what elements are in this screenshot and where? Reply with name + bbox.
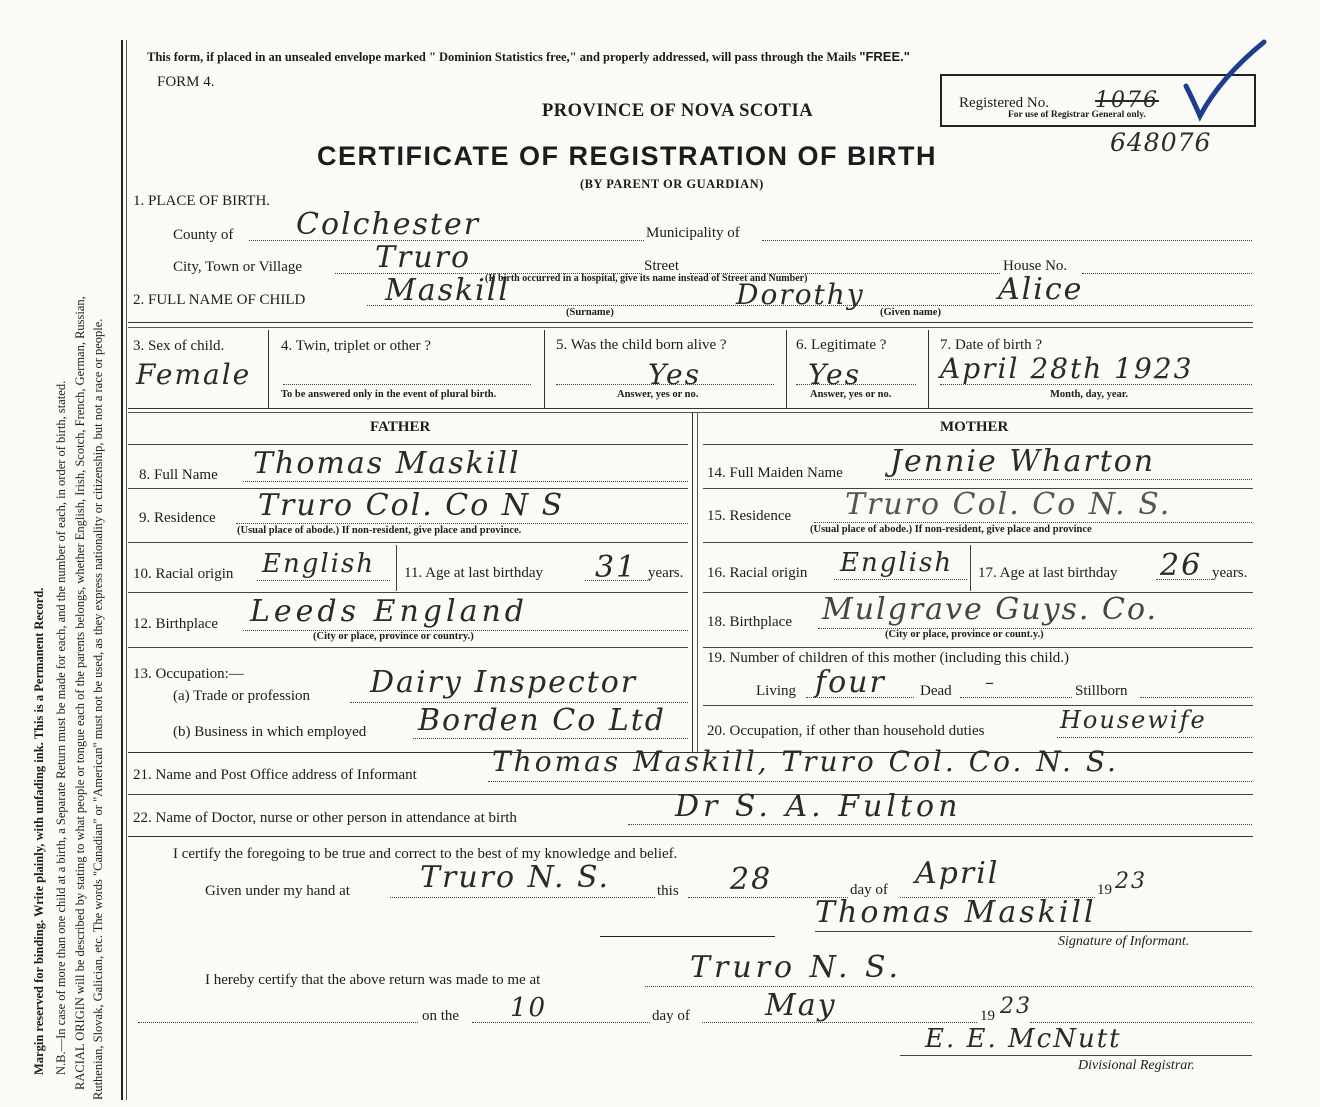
given-label: Given under my hand at — [205, 883, 350, 899]
born-alive-note: Answer, yes or no. — [617, 389, 699, 400]
check-mark-icon — [1180, 38, 1270, 123]
doctor-value: Dr S. A. Fulton — [675, 789, 962, 824]
given-name-note: (Given name) — [880, 307, 941, 318]
legitimate-note: Answer, yes or no. — [810, 389, 892, 400]
mother-living-value: four — [815, 665, 886, 700]
father-residence-label: 9. Residence — [139, 510, 216, 526]
registered-label: Registered No. — [959, 95, 1049, 111]
mother-birthplace-value: Mulgrave Guys. Co. — [822, 592, 1159, 627]
father-name-value: Thomas Maskill — [253, 446, 521, 481]
margin-note-nb: N.B.—In case of more than one child at a birth, a Separate Return must be made for each, and the number of each, in order of birth, stated. — [54, 380, 68, 1075]
registered-value: 1076 — [1095, 88, 1159, 113]
father-trade-value: Dairy Inspector — [370, 665, 638, 700]
mother-residence-label: 15. Residence — [707, 508, 792, 524]
father-name-label: 8. Full Name — [139, 467, 218, 483]
mother-heading: MOTHER — [940, 419, 1009, 435]
father-birthplace-value: Leeds England — [250, 594, 528, 629]
mother-dead-label: Dead — [920, 683, 952, 699]
registrar-signature: E. E. McNutt — [925, 1024, 1122, 1054]
father-business-label: (b) Business in which employed — [173, 724, 367, 740]
mother-age-label: 17. Age at last birthday — [978, 565, 1118, 581]
date-of-birth-value: April 28th 1923 — [940, 352, 1194, 385]
given-year-prefix: 19 — [1097, 882, 1112, 898]
mother-living-label: Living — [756, 683, 796, 699]
registrar-on-label: on the — [422, 1008, 460, 1024]
given-place-value: Truro N. S. — [420, 860, 611, 895]
father-racial-value: English — [262, 549, 376, 579]
binding-margin-line-2 — [126, 40, 127, 1100]
child-surname: Maskill — [385, 273, 510, 308]
mother-residence-note: (Usual place of abode.) If non-resident, give place and province — [810, 524, 1092, 535]
given-day-value: 28 — [730, 862, 773, 897]
this-label: this — [657, 883, 679, 899]
child-given-name-2: Alice — [998, 272, 1084, 307]
father-residence-value: Truro Col. Co N S — [258, 488, 565, 523]
mother-occupation-label: 20. Occupation, if other than household duties — [707, 723, 985, 739]
margin-note-binding: Margin reserved for binding. Write plainly, with unfading ink. This is a Permanent Record. — [32, 587, 46, 1075]
legitimate-label: 6. Legitimate ? — [796, 337, 887, 353]
mother-dead-value: – — [985, 672, 996, 693]
father-heading: FATHER — [370, 419, 431, 435]
born-alive-label: 5. Was the child born alive ? — [556, 337, 727, 353]
informant-signature: Thomas Maskill — [815, 895, 1097, 930]
registrar-signature-label: Divisional Registrar. — [1078, 1058, 1195, 1073]
form-number: FORM 4. — [157, 74, 215, 90]
date-of-birth-note: Month, day, year. — [1050, 389, 1129, 400]
registrar-year-value: 23 — [1000, 994, 1032, 1019]
registrar-text: I hereby certify that the above return was made to me at — [205, 972, 541, 988]
binding-margin-line — [121, 40, 123, 1100]
registrar-month-value: May — [765, 988, 837, 1023]
registrar-day-value: 10 — [510, 993, 548, 1023]
province-title: PROVINCE OF NOVA SCOTIA — [542, 101, 814, 121]
postal-note: This form, if placed in an unsealed envelope marked " Dominion Statistics free," and properly addressed, will pass through the Mails "FREE." — [147, 49, 910, 64]
mother-birthplace-note: (City or place, province or count.y.) — [885, 629, 1044, 640]
given-day-of-label: day of — [850, 882, 888, 898]
mother-racial-label: 16. Racial origin — [707, 565, 808, 581]
mother-residence-value: Truro Col. Co N. S. — [845, 487, 1172, 522]
street-label: Street — [644, 258, 679, 274]
registrar-place-value: Truro N. S. — [690, 950, 903, 985]
given-year-value: 23 — [1115, 869, 1147, 894]
registrar-year-prefix: 19 — [980, 1008, 995, 1024]
father-residence-note: (Usual place of abode.) If non-resident, give place and province. — [237, 525, 522, 536]
city-label: City, Town or Village — [173, 259, 303, 275]
doctor-label: 22. Name of Doctor, nurse or other person in attendance at birth — [133, 810, 517, 826]
twin-label: 4. Twin, triplet or other ? — [281, 338, 431, 354]
father-birthplace-note: (City or place, province or country.) — [313, 631, 474, 642]
child-given-name-1: Dorothy — [736, 278, 865, 311]
father-age-label: 11. Age at last birthday — [404, 565, 543, 581]
mother-racial-value: English — [840, 548, 954, 578]
surname-note: (Surname) — [566, 307, 614, 318]
registrar-day-of-label: day of — [652, 1008, 690, 1024]
mother-stillborn-label: Stillborn — [1075, 683, 1128, 699]
mother-name-label: 14. Full Maiden Name — [707, 465, 843, 481]
mother-birthplace-label: 18. Birthplace — [707, 614, 792, 630]
sex-value: Female — [136, 358, 252, 391]
registration-number: 648076 — [1110, 128, 1212, 157]
registered-note: For use of Registrar General only. — [1008, 110, 1146, 120]
county-value: Colchester — [296, 207, 481, 242]
father-racial-label: 10. Racial origin — [133, 566, 234, 582]
mother-occupation-value: Housewife — [1060, 706, 1207, 734]
father-age-value: 31 — [595, 550, 638, 585]
certify-text: I certify the foregoing to be true and correct to the best of my knowledge and belief. — [173, 846, 678, 862]
mother-years: years. — [1212, 565, 1248, 581]
informant-label: 21. Name and Post Office address of Informant — [133, 767, 417, 783]
date-of-birth-label: 7. Date of birth ? — [940, 337, 1043, 353]
margin-note-racial-origin: RACIAL ORIGIN will be described by stating to what people or tongue each of the parents belongs, whether English, Irish, Scotch, French, German, Russian, — [73, 296, 87, 1090]
informant-signature-label: Signature of Informant. — [1058, 934, 1190, 949]
given-month-value: April — [915, 856, 1000, 891]
child-name-label: 2. FULL NAME OF CHILD — [133, 292, 306, 308]
father-occupation-label: 13. Occupation:— — [133, 666, 244, 682]
municipality-label: Municipality of — [646, 225, 740, 241]
certificate-title: CERTIFICATE OF REGISTRATION OF BIRTH — [317, 141, 937, 171]
certificate-subtitle: (BY PARENT OR GUARDIAN) — [580, 177, 764, 191]
born-alive-value: Yes — [648, 358, 701, 391]
house-number-label: House No. — [1003, 258, 1068, 274]
father-trade-label: (a) Trade or profession — [173, 688, 311, 704]
legitimate-value: Yes — [808, 358, 861, 391]
margin-note-racial-origin-2: Ruthenian, Slovak, Galician, etc. The words "Canadian" or "American" must not be used, as they express nationality or citizenship, but not a race or people. — [91, 318, 105, 1100]
hospital-note: (If birth occurred in a hospital, give its name instead of Street and Number) — [485, 273, 808, 284]
mother-age-value: 26 — [1160, 548, 1203, 583]
mother-name-value: Jennie Wharton — [890, 444, 1156, 479]
sex-label: 3. Sex of child. — [133, 338, 225, 354]
mother-children-label: 19. Number of children of this mother (including this child.) — [707, 650, 1070, 666]
father-birthplace-label: 12. Birthplace — [133, 616, 218, 632]
city-value: Truro — [375, 240, 472, 275]
father-years: years. — [648, 565, 684, 581]
place-of-birth-heading: 1. PLACE OF BIRTH. — [133, 193, 271, 209]
father-business-value: Borden Co Ltd — [418, 703, 666, 738]
informant-value: Thomas Maskill, Truro Col. Co. N. S. — [492, 745, 1119, 778]
twin-note: To be answered only in the event of plural birth. — [281, 389, 497, 400]
county-label: County of — [173, 227, 234, 243]
